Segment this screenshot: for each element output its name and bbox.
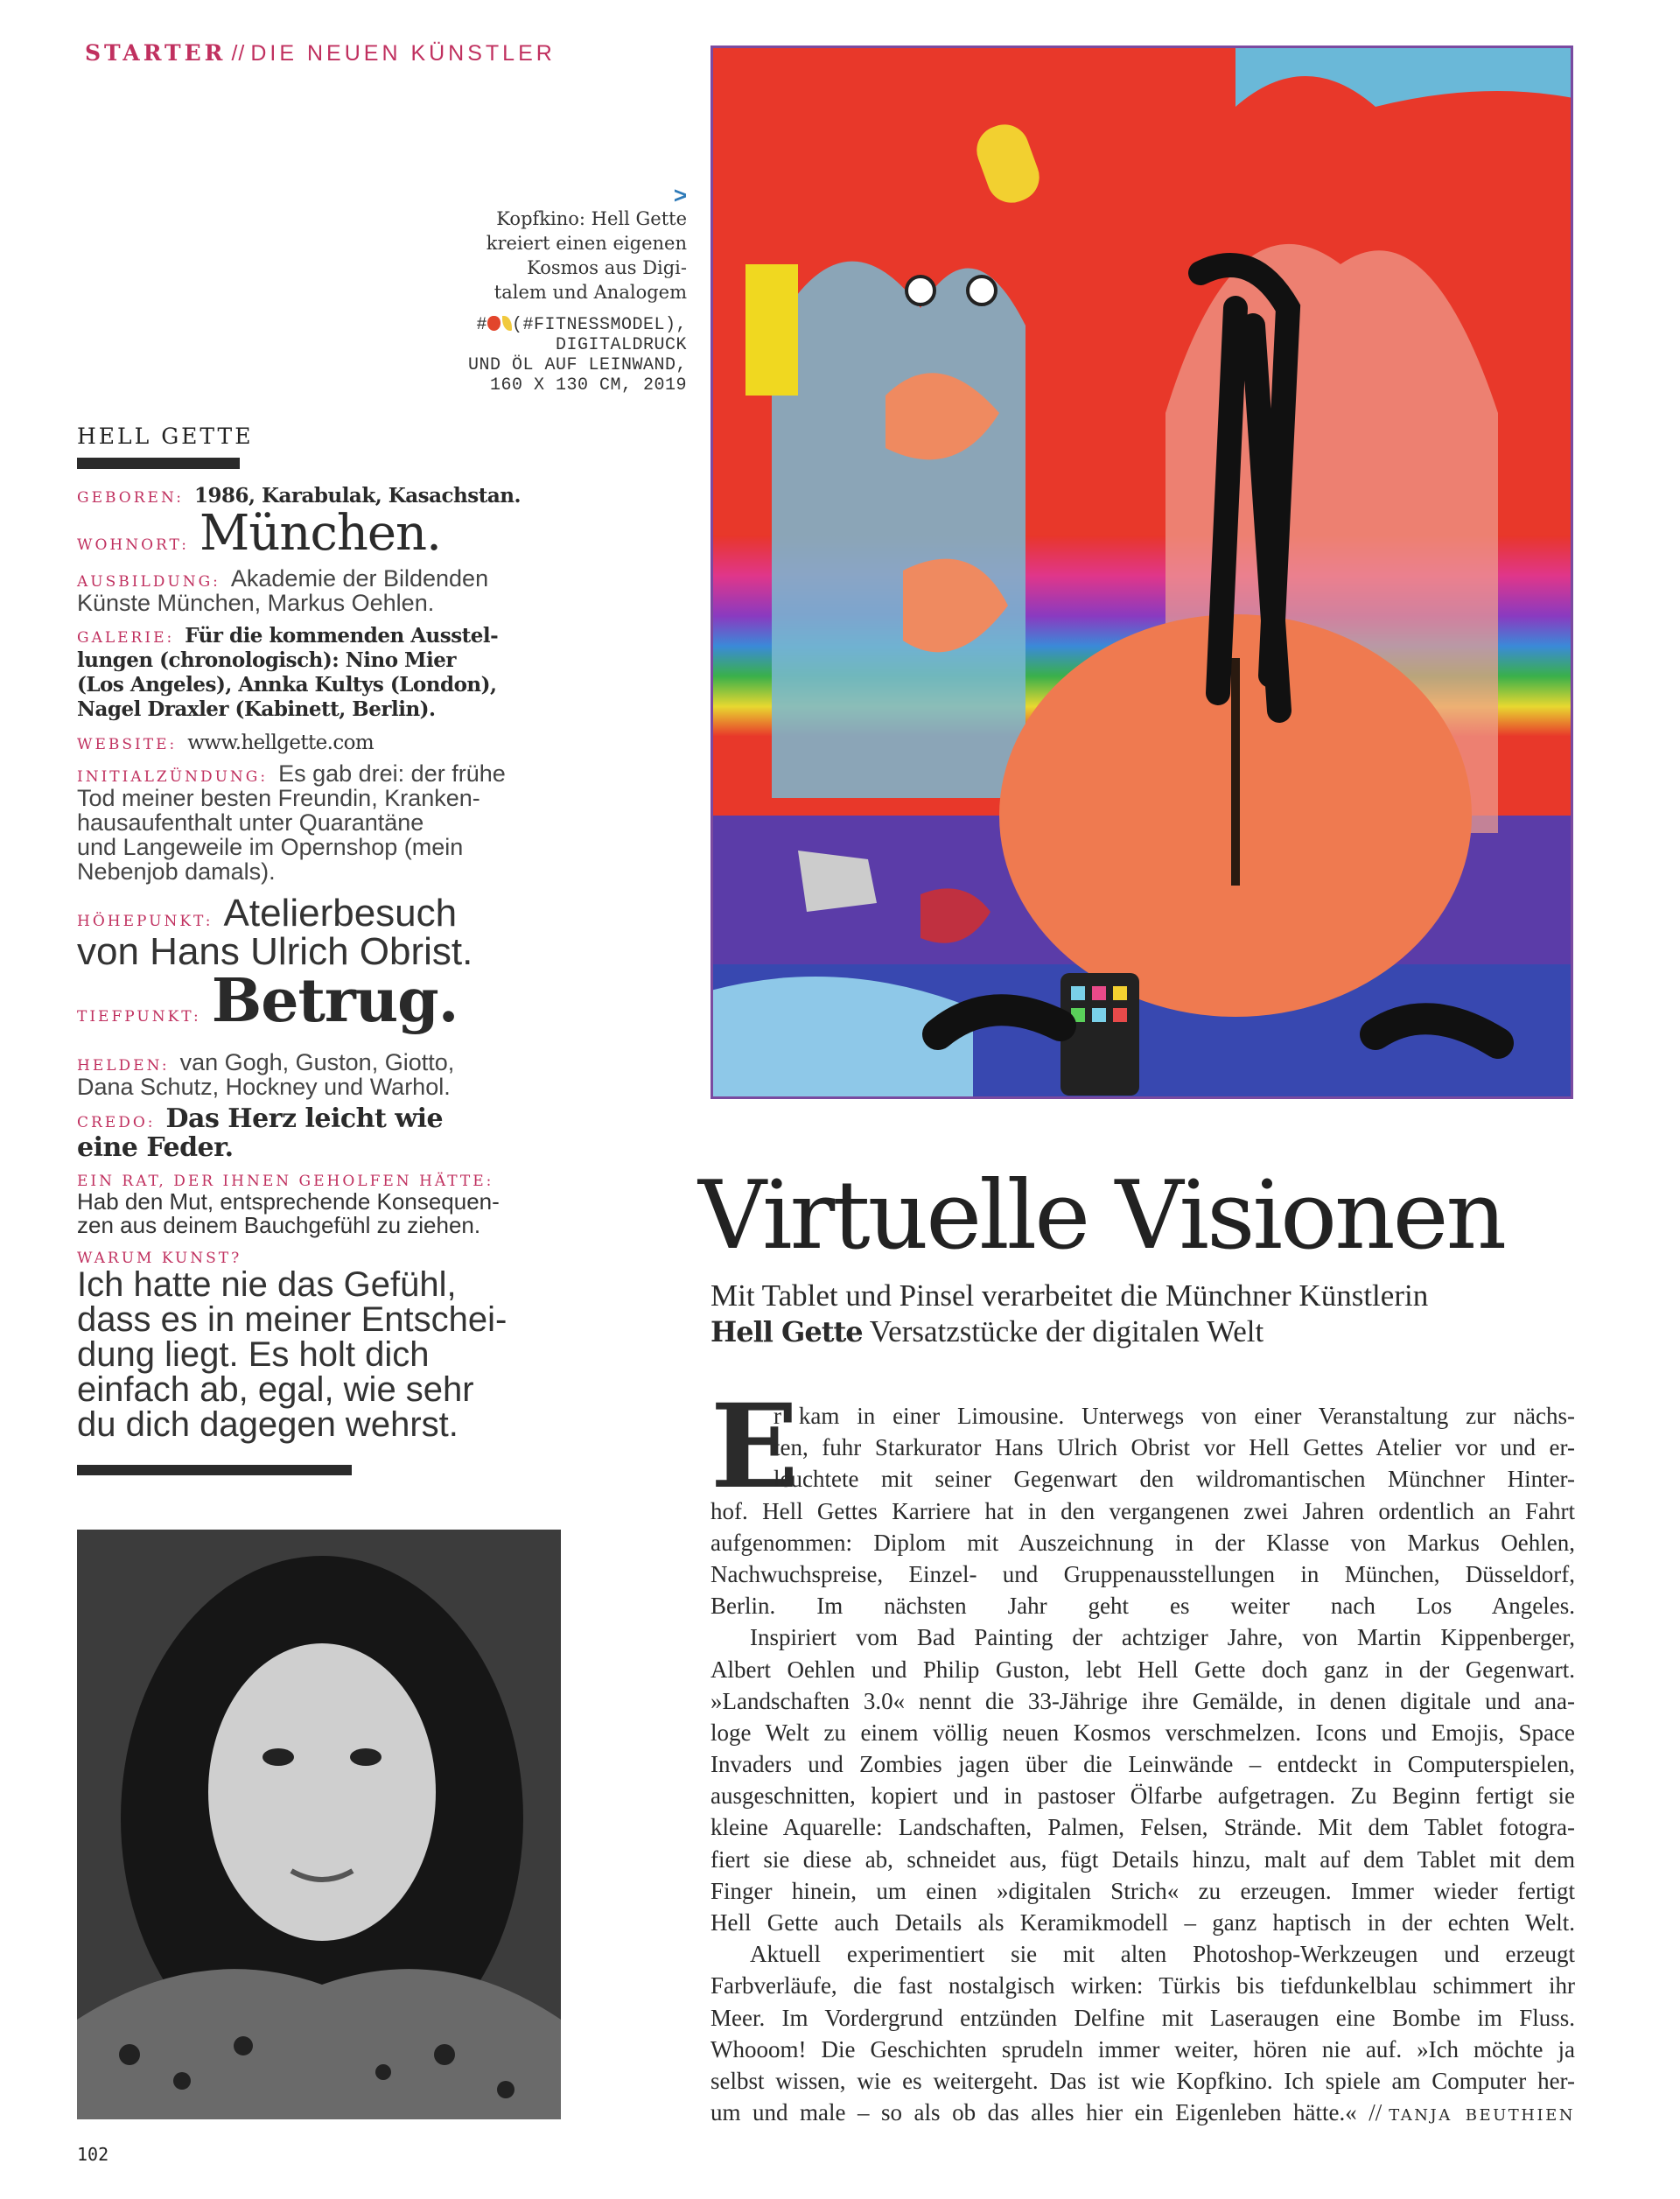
body-text: Berlin. Im nächsten Jahr geht es weiter nach Los Angeles. — [710, 1593, 1575, 1620]
field-value: und Langeweile im Opernshop (mein — [77, 834, 464, 860]
field-ausbildung — [77, 566, 584, 615]
field-label: INITIALZÜNDUNG: — [77, 768, 269, 786]
subsection-label: DIE NEUEN KÜNSTLER — [250, 41, 556, 66]
caption-line: kreiert einen eigenen — [486, 233, 687, 254]
artwork-painting — [710, 46, 1573, 1099]
field-line — [77, 648, 584, 673]
field-line — [77, 1104, 584, 1133]
field-line — [77, 697, 584, 722]
field-value: Atelierbesuch — [223, 892, 458, 935]
field-label: HÖHEPUNKT: — [77, 913, 214, 930]
field-line — [77, 591, 584, 615]
field-line — [77, 786, 584, 810]
body-line — [710, 1907, 1575, 1938]
body-text: Albert Oehlen und Philip Guston, lebt Hell Gette doch ganz in der Gegenwart. — [710, 1656, 1575, 1683]
artwork-tag: (#FITNESSMODEL), — [511, 315, 687, 335]
body-line — [710, 1970, 1575, 2001]
field-line — [77, 810, 584, 835]
section-kicker — [85, 40, 556, 67]
caption-line: Kosmos aus Digi- — [527, 257, 687, 278]
body-text: ausgeschnitten, kopiert und in pastoser Ölfarbe aufgetragen. Zu Beginn fertigt sie — [710, 1782, 1575, 1810]
field-tiefpunkt — [77, 966, 584, 1036]
caption-line: talem und Analogem — [494, 282, 687, 303]
caption-meta-line: UND ÖL AUF LEINWAND, — [467, 355, 687, 375]
peach-emoji-icon — [487, 316, 500, 331]
field-value: lungen (chronologisch): Nino Mier — [77, 648, 456, 672]
field-label: HELDEN: — [77, 1057, 170, 1075]
field-line — [77, 1214, 584, 1237]
field-line — [77, 894, 584, 933]
body-text: Meer. Im Vordergrund entzünden Delfine mit Laseraugen eine Bombe im Fluss. — [710, 2004, 1575, 2031]
field-wohnort — [77, 505, 584, 562]
field-credo — [77, 1104, 584, 1162]
artist-portrait-photo — [77, 1530, 561, 2119]
field-value: dass es in meiner Entschei- — [77, 1300, 508, 1339]
body-text: Whooom! Die Geschichten sprudeln immer weiter, hören nie auf. »Ich möchte ja — [710, 2035, 1575, 2062]
body-text: r kam in einer Limousine. Unterwegs von einer Veranstaltung zur nächs- — [774, 1403, 1575, 1429]
body-line — [710, 1400, 1575, 1432]
article-body — [710, 1400, 1575, 2128]
drop-cap: E — [710, 1379, 799, 1515]
field-line — [77, 1337, 584, 1372]
subtitle-artist-name: Hell Gette — [710, 1315, 863, 1348]
field-value: Es gab drei: der frühe — [278, 760, 506, 787]
field-value: hausaufenthalt unter Quarantäne — [77, 809, 424, 836]
body-text: um und male – so als ob das alles hier ein Eigenleben hätte.« // — [710, 2099, 1382, 2126]
field-line — [77, 1050, 584, 1075]
body-text: hof. Hell Gettes Karriere hat in den vergangenen zwei Jahren ordentlich an Fahrt — [710, 1497, 1575, 1524]
field-label: EIN RAT, DER IHNEN GEHOLFEN HÄTTE: — [77, 1173, 494, 1190]
caption-meta-line: DIGITALDRUCK — [555, 335, 687, 355]
body-text: aufgenommen: Diplom mit Auszeichnung in der Klasse von Markus Oehlen, — [710, 1529, 1575, 1556]
body-line — [710, 1432, 1575, 1463]
field-rat — [77, 1173, 584, 1237]
body-text: »Landschaften 3.0« nennt die 33-Jährige ihre Gemälde, in denen digitale und ana- — [710, 1687, 1575, 1714]
body-line — [710, 1463, 1575, 1495]
body-line — [710, 1844, 1575, 1875]
field-label: AUSBILDUNG: — [77, 573, 220, 591]
field-label: WARUM KUNST? — [77, 1250, 242, 1267]
field-hoehepunkt — [77, 894, 584, 971]
yellow-shape — [746, 264, 798, 396]
field-line — [77, 566, 584, 591]
field-line — [77, 1190, 584, 1214]
field-value: Künste München, Markus Oehlen. — [77, 590, 435, 616]
field-label: CREDO: — [77, 1114, 156, 1131]
field-line — [77, 673, 584, 697]
divider-bar — [77, 458, 240, 469]
hash-sign: # — [476, 315, 487, 335]
field-value: Ich hatte nie das Gefühl, — [77, 1265, 457, 1304]
caption-line: Kopfkino: Hell Gette — [496, 208, 687, 229]
field-line — [77, 1372, 584, 1407]
body-line — [710, 2002, 1575, 2034]
field-line — [77, 1302, 584, 1337]
field-value: Nagel Draxler (Kabinett, Berlin). — [77, 697, 436, 721]
field-value: München. — [200, 505, 441, 562]
body-line — [710, 2097, 1575, 2128]
body-line — [710, 1811, 1575, 1843]
field-value: www.hellgette.com — [187, 732, 374, 754]
body-text: ten, fuhr Starkurator Hans Ulrich Obrist vor Hell Gettes Atelier vor und er- — [774, 1434, 1575, 1461]
field-value: du dich dagegen wehrst. — [77, 1405, 458, 1444]
image-caption — [468, 184, 687, 396]
body-text: fiert sie diese ab, schneidet aus, fügt Details hinzu, malt auf dem Tablet mit dem — [710, 1845, 1575, 1873]
field-value: Akademie der Bildenden — [230, 565, 489, 592]
body-line — [710, 2034, 1575, 2065]
body-text: Aktuell experimentiert sie mit alten Photoshop-Werkzeugen und erzeugt — [750, 1941, 1575, 1968]
field-line — [77, 1173, 584, 1190]
section-separator: // — [231, 41, 246, 66]
subtitle-line: Mit Tablet und Pinsel verarbeitet die Münchner Künstlerin — [710, 1278, 1429, 1313]
field-value: (Los Angeles), Annka Kultys (London), — [77, 673, 497, 697]
artwork-title — [468, 315, 687, 335]
field-line — [77, 1133, 584, 1162]
body-text: Farbverläufe, die fast nostalgisch wirken: Türkis bis tiefdunkelblau schimmert ihr — [710, 1972, 1575, 1999]
section-label: STARTER — [85, 40, 227, 66]
field-value: dung liegt. Es holt dich — [77, 1335, 430, 1374]
body-text: Nachwuchspreise, Einzel- und Gruppenausstellungen in München, Düsseldorf, — [710, 1560, 1575, 1587]
body-text: Inspiriert vom Bad Painting der achtziger Jahre, von Martin Kippenberger, — [750, 1624, 1575, 1651]
blue-arch — [772, 262, 1026, 798]
article-subtitle — [710, 1278, 1428, 1350]
body-text: loge Welt zu einem völlig neuen Kosmos verschmelzen. Icons und Emojis, Space — [710, 1719, 1575, 1746]
body-line — [710, 1590, 1575, 1621]
field-line — [77, 1407, 584, 1442]
field-warum-kunst — [77, 1250, 584, 1442]
field-label: GEBOREN: — [77, 489, 184, 507]
divider-bar-bottom — [77, 1465, 352, 1475]
body-text: leuchtete mit seiner Gegenwart den wildromantischen Münchner Hinter- — [774, 1466, 1575, 1493]
body-text: Hell Gette auch Details als Keramikmodell – ganz haptisch in der echten Welt. — [710, 1909, 1575, 1936]
subtitle-line: Versatzstücke der digitalen Welt — [862, 1314, 1264, 1348]
field-value: Für die kommenden Ausstel- — [185, 624, 499, 648]
body-line — [710, 1875, 1575, 1907]
field-line — [77, 1250, 584, 1267]
field-line — [77, 1075, 584, 1099]
body-line — [710, 1717, 1575, 1748]
field-value: Hab den Mut, entsprechende Konsequen- — [77, 1188, 500, 1215]
body-text: Finger hinein, um einen »digitalen Strich« zu erzeugen. Immer wieder fertigt — [710, 1877, 1575, 1904]
field-line — [77, 835, 584, 859]
article-title: Virtuelle Visionen — [698, 1161, 1505, 1271]
page-number: 102 — [77, 2144, 109, 2165]
field-galerie — [77, 624, 584, 722]
face-shape — [208, 1643, 436, 1941]
field-value: Betrug. — [211, 966, 458, 1036]
field-value: von Hans Ulrich Obrist. — [77, 930, 473, 973]
field-label: GALERIE: — [77, 629, 175, 647]
field-line — [77, 731, 584, 755]
field-value: Tod meiner besten Freundin, Kranken- — [77, 785, 480, 811]
body-text: kleine Aquarelle: Landschaften, Palmen, Felsen, Strände. Mit dem Tablet fotogra- — [710, 1814, 1575, 1841]
arrow-right-icon: > — [673, 182, 687, 208]
body-line — [710, 1938, 1575, 1970]
field-value: Das Herz leicht wie — [165, 1103, 444, 1134]
field-line — [77, 505, 584, 562]
field-line — [77, 859, 584, 884]
field-label: TIEFPUNKT: — [77, 1008, 201, 1026]
field-line — [77, 624, 584, 648]
field-line — [77, 761, 584, 786]
field-label: WEBSITE: — [77, 736, 178, 753]
field-line — [77, 1267, 584, 1302]
body-line — [710, 1685, 1575, 1717]
banana-emoji-icon — [502, 316, 512, 331]
artist-name: HELL GETTE — [77, 424, 254, 449]
body-text: selbst wissen, wie es weitergeht. Das ist wie Kopfkino. Ich spiele am Computer her- — [710, 2067, 1575, 2094]
field-helden — [77, 1050, 584, 1099]
body-line — [710, 1748, 1575, 1780]
body-line — [710, 1780, 1575, 1811]
field-value: eine Feder. — [77, 1132, 234, 1163]
sneaker-shape — [798, 851, 877, 912]
author-byline: TANJA BEUTHIEN — [1389, 2106, 1575, 2125]
caption-meta-line: 160 X 130 CM, 2019 — [489, 375, 687, 396]
body-line — [710, 1495, 1575, 1527]
field-label: WOHNORT: — [77, 536, 190, 554]
field-value: Dana Schutz, Hockney und Warhol. — [77, 1074, 451, 1100]
field-value: Nebenjob damals). — [77, 858, 276, 885]
field-line — [77, 966, 584, 1036]
field-value: van Gogh, Guston, Giotto, — [179, 1049, 455, 1075]
field-value: einfach ab, egal, wie sehr — [77, 1370, 474, 1409]
body-line — [710, 1621, 1575, 1653]
body-line — [710, 1527, 1575, 1558]
field-initialzuendung — [77, 761, 584, 884]
leopard-top — [77, 1969, 561, 2119]
field-value: 1986, Karabulak, Kasachstan. — [193, 484, 521, 508]
body-text: Invaders und Zombies jagen über die Leinwände – entdeckt in Computerspielen, — [710, 1751, 1575, 1778]
body-line — [710, 1558, 1575, 1590]
body-line — [710, 1654, 1575, 1685]
field-website — [77, 731, 584, 755]
field-value: zen aus deinem Bauchgefühl zu ziehen. — [77, 1212, 481, 1238]
body-line — [710, 2065, 1575, 2097]
